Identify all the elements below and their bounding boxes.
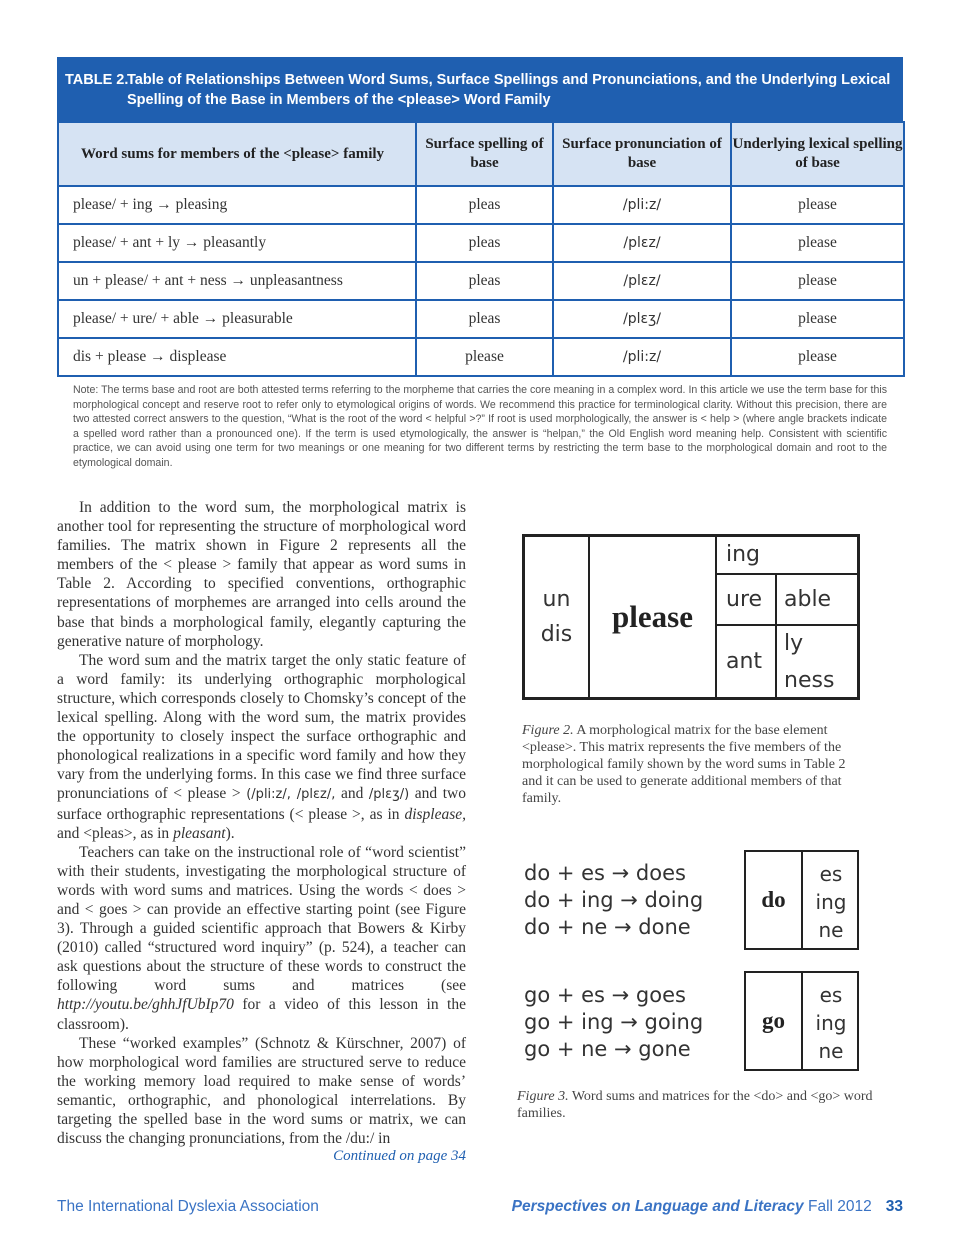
text-run: ).	[225, 824, 235, 842]
table-2	[57, 57, 903, 470]
word-sum: go + ne → gone	[524, 1037, 691, 1061]
do-word-sums	[524, 860, 703, 941]
cell-word-sum: please/ + ing → pleasing	[58, 186, 416, 224]
go-word-sums	[524, 982, 703, 1063]
suffix-ing: ing	[815, 890, 847, 914]
table-note: Note: The terms base and root are both attested terms referring to the morpheme that carries the core meaning in a complex word. In this article we use the term base for this morphological concept and reserve root to refer only to etymological origins of words. We recommend this practice for terminological clarity. Without this precision, there are two attested correct answers to the question, “What is the root of the word < helpful >?” If root is used morphologically, the answer is < help > (where angle brackets indicate a spelled word rather than a pronounced one). If the term is used etymologically, the answer is “helpan,” the Old English word meaning help. Consistent with scientific practice, we can avoid using one term for two meanings or one meaning for two different terms by restricting the term base to the morphological domain and root to the etymological domain.	[73, 384, 887, 469]
paragraph	[57, 651, 466, 843]
cell-surface-spelling: pleas	[416, 300, 553, 338]
word-sum: go + ing → going	[524, 1010, 704, 1034]
table-header-row	[58, 122, 904, 186]
suffix-ne: ne	[818, 918, 844, 942]
suffix-ant: ant	[726, 649, 763, 674]
word-sum: do + ne → done	[524, 915, 691, 939]
example-word: displease,	[404, 805, 466, 823]
caption-text: Word sums and matrices for the <do> and <go> word families.	[517, 1089, 873, 1121]
text-run: Teachers can take on the instructional role of “word scientist” with their students, investigating the morphological structure of words with word sums and matrices. Using the words < does > and < goes > can provide an effective starting point (see Figure 3). Through a guided scientific approach that Bowers & Kirby (2010) called “structured word inquiry” (p. 524), a teacher can ask questions about the structure of these words to construct the following word sums and matrices (see	[57, 843, 466, 995]
suffix-ing: ing	[726, 542, 761, 567]
caption-text: A morphological matrix for the base element <please>. This matrix represents the five members of the morphological family shown by the word sums in Table 2 and it can be used to generate additional members of that family.	[522, 723, 846, 806]
figure-label: Figure 3.	[517, 1089, 569, 1104]
table-row	[58, 262, 904, 300]
table-row	[58, 186, 904, 224]
table-row	[58, 300, 904, 338]
word-sum: go + es → goes	[524, 983, 686, 1007]
cell-lexical-spelling: please	[731, 224, 904, 262]
example-word: pleasant	[173, 824, 226, 842]
table-row	[58, 338, 904, 376]
continued-link[interactable]: Continued on page 34	[333, 1148, 466, 1164]
ipa-text: (/pli:z/, /plɛz/,	[246, 787, 336, 803]
table-title-text: Table of Relationships Between Word Sums, Surface Spellings and Pronunciations, and the Underlying Lexical Spelling of the Base in Members of the <please> Word Family	[127, 72, 891, 108]
paragraph: In addition to the word sum, the morphological matrix is another tool for representing the structure of morphological word families. The matrix shown in Figure 2 represents all the members of the < please > family that appear as word sums in Table 2. According to specified conventions, orthographic representations of morphemes are arranged into cells around the base that binds a morphological family, elegantly capturing the generative nature of morphology.	[57, 499, 466, 650]
cell-lexical-spelling: please	[731, 262, 904, 300]
cell-surface-spelling: pleas	[416, 224, 553, 262]
cell-pronunciation: /plɛz/	[553, 224, 731, 262]
footer-organization: The International Dyslexia Association	[57, 1198, 319, 1215]
base-go: go	[746, 973, 803, 1069]
figure-label: Figure 2.	[522, 723, 574, 738]
text-run: for a video of this lesson in the classroom).	[57, 996, 466, 1033]
word-sum: do + ing → doing	[524, 888, 704, 912]
paragraph: These “worked examples” (Schnotz & Kürschner, 2007) of how morphological word families are structured serve to reduce the working memory load required to make sense of words’ semantic, orthographic, and phonological interrelations. By targeting the spelled base in the word sums or matrix, we can discuss the changing pronunciations, from the /du:/ in	[57, 1034, 466, 1148]
journal-issue: Fall 2012	[803, 1198, 872, 1215]
cell-lexical-spelling: please	[731, 300, 904, 338]
header-word-sums: Word sums for members of the <please> family	[58, 122, 416, 186]
text-run: and	[335, 785, 369, 803]
do-matrix	[744, 850, 859, 950]
text-run: The word sum and the matrix target the only static feature of a word family: its underlying orthographic morphological structure, which corresponds closely to Chomsky’s concept of the lexical spelling. Along with the word sum, the matrix provides the opportunity to closely inspect the surface orthographic and phonological realizations in a specific word family and how they vary from the underlying forms. In this case we find three surface pronunciations of < please >	[57, 651, 466, 803]
text-run: and <pleas>, as in	[57, 824, 174, 842]
suffix-es: es	[819, 862, 843, 886]
suffix-able: able	[784, 587, 832, 612]
page-number: 33	[885, 1198, 903, 1215]
header-surface-spelling: Surface spelling of base	[416, 122, 553, 186]
article-body	[57, 498, 466, 1148]
suffix-ness: ness	[784, 668, 835, 693]
table-title-prefix: TABLE 2.	[65, 72, 129, 88]
header-surface-pronunciation: Surface pronunciation of base	[553, 122, 731, 186]
cell-lexical-spelling: please	[731, 186, 904, 224]
base-do: do	[746, 852, 803, 948]
ipa-text: /plɛʒ/)	[368, 787, 410, 803]
prefix-un: un	[542, 587, 571, 612]
base-please: please	[612, 599, 693, 634]
cell-surface-spelling: please	[416, 338, 553, 376]
cell-pronunciation: /pli:z/	[553, 186, 731, 224]
cell-pronunciation: /plɛʒ/	[553, 300, 731, 338]
cell-word-sum: please/ + ant + ly → pleasantly	[58, 224, 416, 262]
cell-pronunciation: /plɛz/	[553, 262, 731, 300]
figure-2-caption	[522, 722, 862, 807]
journal-title: Perspectives on Language and Literacy	[511, 1198, 804, 1215]
cell-surface-spelling: pleas	[416, 186, 553, 224]
cell-word-sum: please/ + ure/ + able → pleasurable	[58, 300, 416, 338]
cell-pronunciation: /pli:z/	[553, 338, 731, 376]
video-link[interactable]: http://youtu.be/ghhJfUbIp70	[57, 996, 234, 1014]
suffix-ing: ing	[815, 1011, 847, 1035]
cell-surface-spelling: pleas	[416, 262, 553, 300]
figure-3-caption	[517, 1088, 887, 1122]
word-sum: do + es → does	[524, 861, 686, 885]
cell-word-sum: dis + please → displease	[58, 338, 416, 376]
footer-journal	[512, 1198, 903, 1216]
paragraph	[57, 843, 466, 1034]
table-row	[58, 224, 904, 262]
suffix-ly: ly	[784, 631, 804, 656]
suffix-ne: ne	[818, 1039, 844, 1063]
morphological-matrix-please	[522, 534, 860, 700]
table-title	[57, 57, 903, 121]
cell-lexical-spelling: please	[731, 338, 904, 376]
suffix-es: es	[819, 983, 843, 1007]
text-run: and two surface orthographic representations (< please >, as in	[57, 785, 466, 823]
prefix-dis: dis	[540, 622, 573, 647]
header-underlying-spelling: Underlying lexical spelling of base	[731, 122, 904, 186]
cell-word-sum: un + please/ + ant + ness → unpleasantness	[58, 262, 416, 300]
suffix-ure: ure	[726, 587, 763, 612]
go-matrix	[744, 971, 859, 1071]
relationships-table	[57, 121, 905, 377]
